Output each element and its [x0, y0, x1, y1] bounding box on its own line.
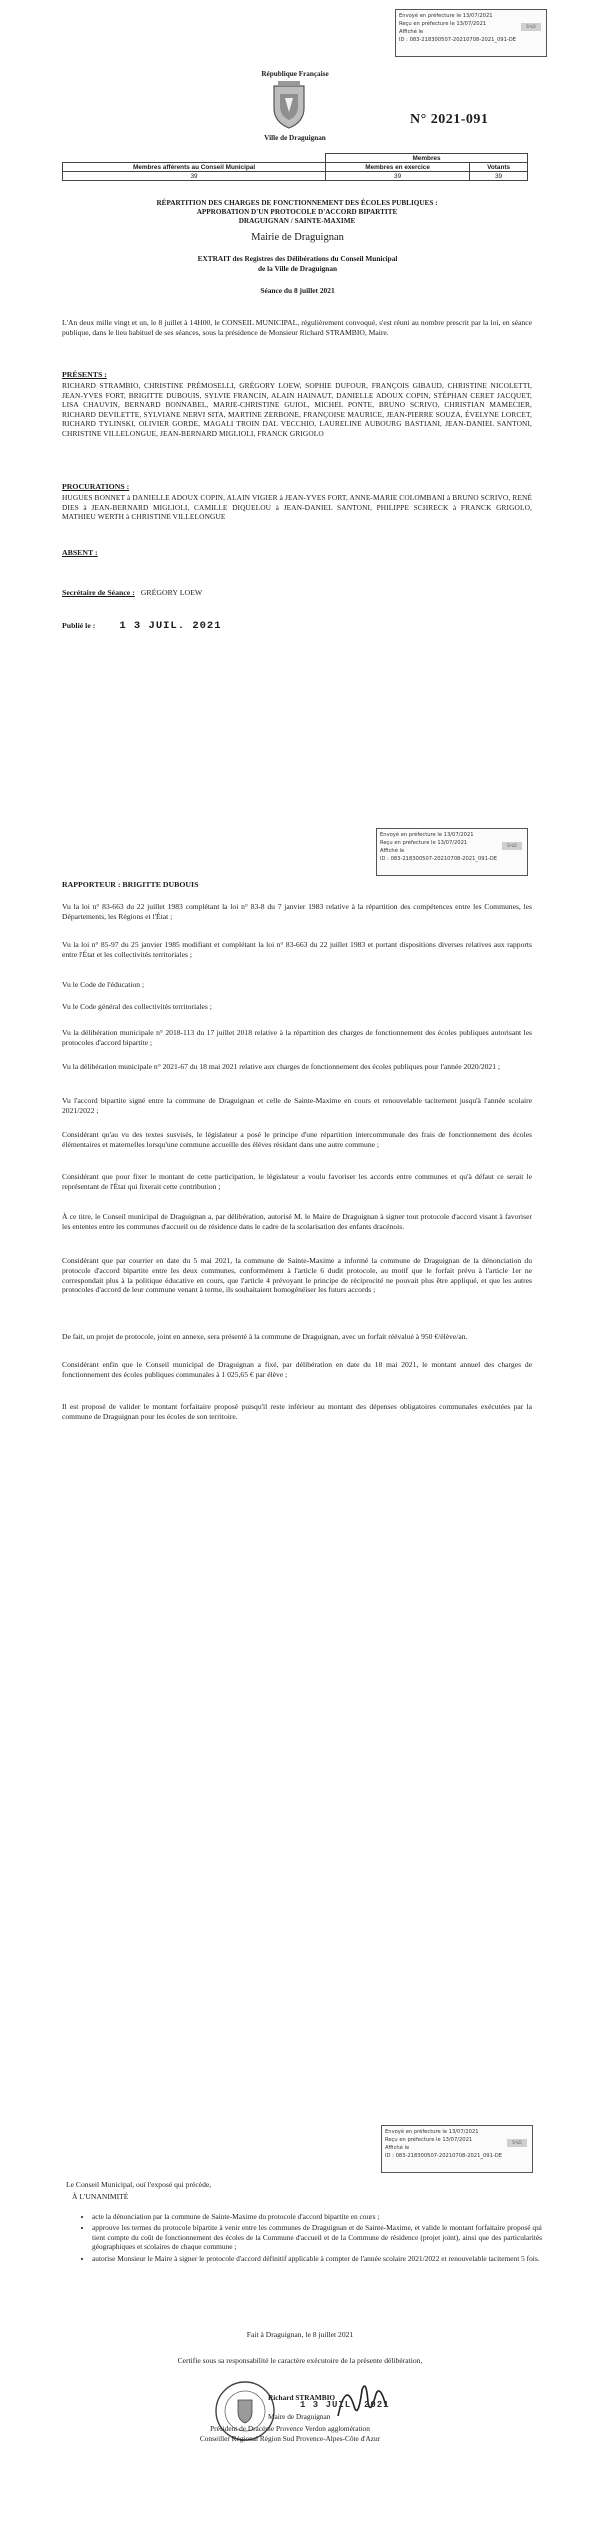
deliberation-title [66, 199, 528, 226]
publie-date-stamp: 1 3 JUIL. 2021 [119, 620, 222, 632]
stamp-line: Reçu en préfecture le 13/07/2021 [385, 2137, 473, 2143]
presents-list: RICHARD STRAMBIO, CHRISTINE PRÉMOSELLI, GRÉGORY LOEW, SOPHIE DUFOUR, FRANÇOIS GIBAUD, CHRISTINE NICOLETTI, JEAN-YVES FORT, BRIGITTE DUBOUIS, SYLVIE FRANCIN, ALAIN HAINAUT, DANIELLE ADOUX COPIN, STÉPHAN CERET JACQUET, LISA CHAUVIN, BERNARD BONNABEL, MARIE-CHRISTINE GUIOL, MICHEL PONTE, BRUNO SCRIVO, CHRISTIAN MAMECIER, RICHARD DEVILETTE, SYLVIANE NERVI SITA, MARTINE ZERBONE, FRANÇOISE MAURICE, JEAN-PIERRE SOUZA, ÉVELYNE LORCET, RICHARD TYLINSKI, OLIVIER GORDE, MAGALI TROIN DAL VECCHIO, LAURELINE AUBOURG BASTIANI, JEAN-DANIEL SANTONI, CHRISTINE VILLELONGUE, JEAN-BERNARD MIGLIOLI, FRANCK GRIGOLO [62, 381, 532, 438]
body-paragraph: Considérant enfin que le Conseil municipal de Draguignan a fixé, par délibération en date du 18 mai 2021, le montant annuel des charges de fonctionnement des écoles publiques communales à 1 025,65 € par élève ; [62, 1360, 532, 1379]
stamp-badge-icon: S²LO [507, 2139, 527, 2147]
certifie-line: Certifie sous sa responsabilité le caractère exécutoire de la présente délibération, [177, 2356, 423, 2365]
members-cell: 39 [326, 172, 470, 181]
body-paragraph: Considérant que par courrier en date du 5 mai 2021, la commune de Sainte-Maxime a informé la commune de Draguignan de la dénonciation du protocole d'accord bipartite entre les deux communes, conformément à l'article 6 dudit protocole, au motif que le forfait prévu à l'article 1er ne correspondait plus à la politique éducative en cours, que l'article 4 prévoyant le principe de réciprocité ne pouvait plus être appliqué, et que les autres protocoles d'accord de leur commune venant à terme, ils souhaitaient homogénéiser les futurs accords ; [62, 1256, 532, 1295]
rapporteur-line: RAPPORTEUR : BRIGITTE DUBOUIS [62, 880, 199, 889]
signatory-role: Maire de Draguignan [268, 2412, 331, 2421]
body-paragraph: Vu l'accord bipartite signé entre la commune de Draguignan et celle de Sainte-Maxime en cours et renouvelable tacitement jusqu'à l'année scolaire 2021/2022 ; [62, 1096, 532, 1115]
decision-item: • approuve les termes du protocole bipartite à venir entre les communes de Draguignan et de Sainte-Maxime, et valide le montant forfaitaire proposé qui tient compte du coût de fonctionnement des écoles de la Commune d'accueil et de la Commune de résidence (projet joint), ainsi que des particularités géographiques et scolaires de chaque commune ; [92, 2223, 542, 2251]
stamp-line: Envoyé en préfecture le 13/07/2021 [399, 13, 493, 19]
members-cell: 39 [63, 172, 326, 181]
body-paragraph: Vu la délibération municipale n° 2021-67 du 18 mai 2021 relative aux charges de fonctionnement des écoles publiques pour l'année 2020/2021 ; [62, 1062, 501, 1071]
procurations-label: PROCURATIONS : [62, 482, 130, 491]
stamp-line: Envoyé en préfecture le 13/07/2021 [380, 832, 474, 838]
prefecture-stamp [376, 828, 528, 876]
seance-date: Séance du 8 juillet 2021 [260, 286, 335, 295]
unanimite: À L'UNANIMITÉ [72, 2192, 129, 2201]
members-group-header: Membres [326, 154, 528, 163]
members-column-header: Membres en exercice [326, 163, 470, 172]
signature-date-stamp: 1 3 JUIL. 2021 [300, 2400, 390, 2410]
stamp-line: Affiché le [385, 2145, 410, 2151]
body-paragraph: Considérant qu'au vu des textes susvisés, le législateur a posé le principe d'une répartition intercommunale des frais de fonctionnement des écoles élémentaires et maternelles lorsqu'une commune accueille des élèves résidant dans une autre commune ; [62, 1130, 532, 1149]
stamp-line: ID : 083-218300507-20210708-2021_091-DE [380, 856, 498, 862]
stamp-line: ID : 083-218300507-20210708-2021_091-DE [399, 37, 517, 43]
members-table [62, 153, 528, 181]
extrait-heading [160, 254, 435, 273]
absent-label: ABSENT : [62, 548, 98, 557]
presents-label: PRÉSENTS : [62, 370, 107, 379]
ville-heading: Ville de Draguignan [264, 134, 326, 142]
secretaire-label: Secrétaire de Séance : [62, 588, 135, 597]
procurations-list: HUGUES BONNET à DANIELLE ADOUX COPIN, ALAIN VIGIER à JEAN-YVES FORT, ANNE-MARIE COLOMBANI à BRUNO SCRIVO, RENÉ DIES à JEAN-BERNARD MIGLIOLI, CAMILLE DIQUELOU à JEAN-DANIEL SANTONI, PHILIPPE SCHRECK à FRANCK GRIGOLO, MATHIEU WERTH à CHRISTINE VILLELONGUE [62, 493, 532, 522]
deliberation-number: N° 2021-091 [410, 112, 489, 127]
body-paragraph: Considérant que pour fixer le montant de cette participation, le législateur a voulu favoriser les accords entre communes et qu'à défaut ce serait le représentant de l'État qui fixerait cette contribution ; [62, 1172, 532, 1191]
body-paragraph: Vu le Code général des collectivités territoriales ; [62, 1002, 212, 1011]
stamp-badge-icon: S²LO [521, 23, 541, 31]
extrait-line: de la Ville de Draguignan [257, 263, 338, 273]
fait-line: Fait à Draguignan, le 8 juillet 2021 [246, 2330, 354, 2339]
body-paragraph: Vu la délibération municipale n° 2018-113 du 17 juillet 2018 relative à la répartition des charges de fonctionnement des écoles publiques autorisant les protocoles d'accord bipartite ; [62, 1028, 532, 1047]
stamp-line: ID : 083-218300507-20210708-2021_091-DE [385, 2153, 503, 2159]
decision-item: • autorise Monsieur le Maire à signer le protocole d'accord définitif applicable à compter de l'année scolaire 2021/2022 et renouvelable tacitement 5 fois. [92, 2254, 542, 2263]
body-paragraph: De fait, un projet de protocole, joint en annexe, sera présenté à la commune de Draguignan, avec un forfait réévalué à 950 €/élève/an. [62, 1332, 468, 1341]
decision-item: • acte la dénonciation par la commune de Sainte-Maxime du protocole d'accord bipartite en cours ; [92, 2212, 542, 2221]
signatory-name: Richard STRAMBIO [268, 2393, 336, 2402]
conseil-intro: Le Conseil Municipal, ouï l'exposé qui précède, [66, 2180, 212, 2189]
title-line: APPROBATION D'UN PROTOCOLE D'ACCORD BIPARTITE [196, 208, 398, 216]
signatory-role: Conseiller Régional Région Sud Provence-Alpes-Côte d'Azur [199, 2434, 381, 2443]
intro-paragraph: L'An deux mille vingt et un, le 8 juillet à 14H00, le CONSEIL MUNICIPAL, régulièrement convoqué, s'est réuni au nombre prescrit par la loi, en séance publique, dans le lieu habituel de ses séances, sous la présidence de Monsieur Richard STRAMBIO, Maire. [62, 318, 532, 337]
body-paragraph: Vu la loi n° 83-663 du 22 juillet 1983 complétant la loi n° 83-8 du 7 janvier 1983 relative à la répartition des compétences entre les Communes, les Départements, les Régions et l'État ; [62, 902, 532, 921]
members-column-header: Votants [470, 163, 528, 172]
members-column-header: Membres afférents au Conseil Municipal [63, 163, 326, 172]
extrait-line: EXTRAIT des Registres des Délibérations du Conseil Municipal [197, 254, 398, 263]
stamp-line: Envoyé en préfecture le 13/07/2021 [385, 2129, 479, 2135]
mairie-heading: Mairie de Draguignan [251, 232, 344, 243]
title-line: RÉPARTITION DES CHARGES DE FONCTIONNEMENT DES ÉCOLES PUBLIQUES : [156, 199, 438, 207]
prefecture-stamp [395, 9, 547, 57]
title-line: DRAGUIGNAN / SAINTE-MAXIME [238, 217, 356, 225]
body-paragraph: Il est proposé de valider le montant forfaitaire proposé puisqu'il reste inférieur au montant des dépenses obligatoires communales exécutées par la commune de Draguignan pour les écoles de son territoire. [62, 1402, 532, 1421]
stamp-line: Reçu en préfecture le 13/07/2021 [380, 840, 468, 846]
stamp-line: Reçu en préfecture le 13/07/2021 [399, 21, 487, 27]
secretaire-value: GRÉGORY LOEW [140, 588, 203, 597]
stamp-line: Affiché le [380, 848, 405, 854]
prefecture-stamp [381, 2125, 533, 2173]
decision-list [78, 2212, 542, 2265]
stamp-badge-icon: S²LO [502, 842, 522, 850]
members-cell: 39 [470, 172, 528, 181]
republique-heading: République Française [261, 70, 329, 78]
body-paragraph: Vu la loi n° 85-97 du 25 janvier 1985 modifiant et complétant la loi n° 83-663 du 22 juillet 1983 et portant dispositions diverses relatives aux rapports entre l'État et les collectivités territoriales ; [62, 940, 532, 959]
secretaire-line [62, 588, 202, 597]
body-paragraph: Vu le Code de l'éducation ; [62, 980, 145, 989]
publie-line [62, 620, 222, 632]
body-paragraph: À ce titre, le Conseil municipal de Draguignan a, par délibération, autorisé M. le Maire de Draguignan à signer tout protocole d'accord visant à favoriser les ententes entre les communes d'accueil ou de résidence dans le cadre de la scolarisation des enfants dracénois. [62, 1212, 532, 1231]
stamp-line: Affiché le [399, 29, 424, 35]
signatory-role: Président de Dracénie Provence Verdon agglomération [210, 2424, 370, 2433]
publie-label: Publié le : [62, 621, 96, 630]
city-coat-of-arms-icon [268, 80, 310, 130]
